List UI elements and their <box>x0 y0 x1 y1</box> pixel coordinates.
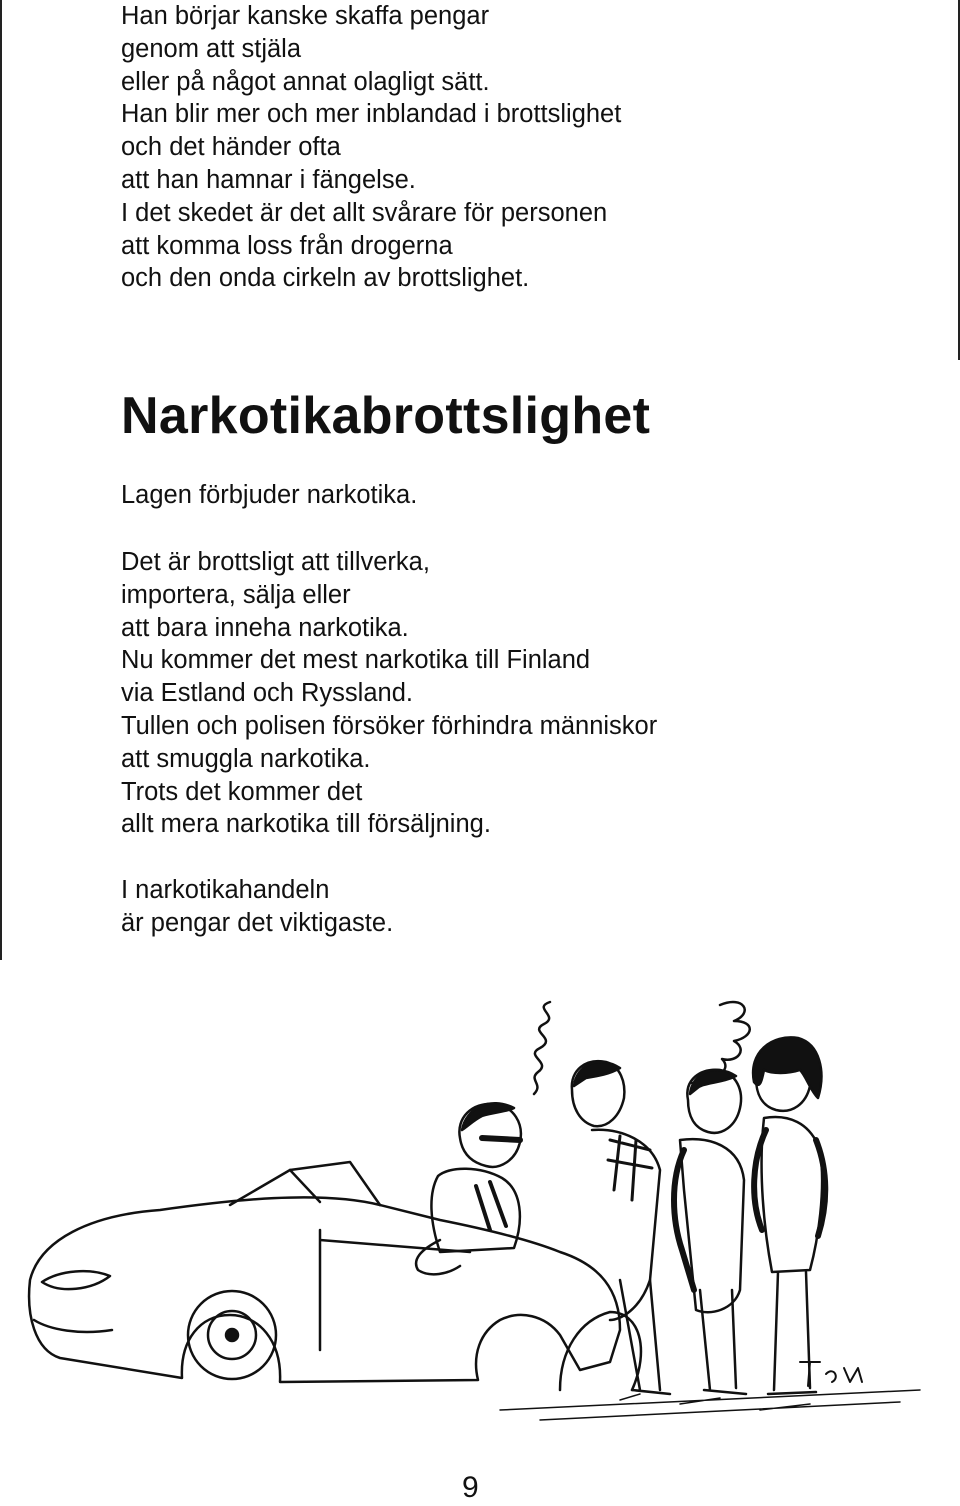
person-two-body <box>680 1139 744 1312</box>
driver-body <box>431 1169 519 1252</box>
body-line: Tullen och polisen försöker förhindra människor <box>121 711 658 740</box>
body-line: importera, sälja eller <box>121 580 351 609</box>
signature-scribble <box>800 1362 862 1386</box>
person-two-hair <box>690 1070 736 1094</box>
person-two-legs <box>700 1290 746 1394</box>
body-line: Nu kommer det mest narkotika till Finland <box>121 646 591 675</box>
section-heading: Narkotikabrottslighet <box>121 387 651 445</box>
intro-line: och det händer ofta <box>121 133 341 162</box>
body-line: Trots det kommer det <box>121 777 363 806</box>
intro-line: Han börjar kanske skaffa pengar <box>121 2 490 30</box>
closing-line: är pengar det viktigaste. <box>121 908 394 937</box>
intro-line: att han hamnar i fängelse. <box>121 165 416 194</box>
car-grille <box>34 1320 112 1332</box>
closing-line: I narkotikahandeln <box>121 876 330 904</box>
person-three-hair <box>753 1037 821 1098</box>
intro-line: genom att stjäla <box>121 34 302 63</box>
body-line: Det är brottsligt att tillverka, <box>121 548 430 576</box>
body-line: att smuggla narkotika. <box>121 744 371 773</box>
intro-line: eller på något annat olagligt sätt. <box>121 67 490 96</box>
car-headlight <box>42 1271 110 1289</box>
car-body <box>29 1197 620 1382</box>
body-line: allt mera narkotika till försäljning. <box>121 810 491 839</box>
intro-line: att komma loss från drogerna <box>121 231 453 260</box>
driver-sunglasses <box>482 1138 520 1140</box>
closing-paragraph <box>121 874 393 940</box>
body-paragraph <box>121 546 657 841</box>
body-line: via Estland och Ryssland. <box>121 679 413 708</box>
left-margin-rule <box>0 0 2 960</box>
person-one-legs <box>620 1280 670 1394</box>
body-line: att bara inneha narkotika. <box>121 613 409 642</box>
page-number: 9 <box>462 1471 479 1504</box>
intro-line: I det skedet är det allt svårare för personen <box>121 198 608 227</box>
intro-line: och den onda cirkeln av brottslighet. <box>121 264 530 293</box>
car-door-line <box>320 1230 470 1350</box>
lead-line: Lagen förbjuder narkotika. <box>121 481 418 509</box>
cartoon-illustration <box>20 990 940 1430</box>
lead-paragraph <box>121 479 417 512</box>
intro-line: Han blir mer och mer inblandad i brottslighet <box>121 100 622 129</box>
intro-paragraph <box>121 0 621 295</box>
smoke-squiggle <box>534 1002 550 1094</box>
ground-hatching <box>500 1390 920 1420</box>
driver-jacket-stripes <box>476 1182 506 1230</box>
driver-hair <box>462 1103 514 1130</box>
